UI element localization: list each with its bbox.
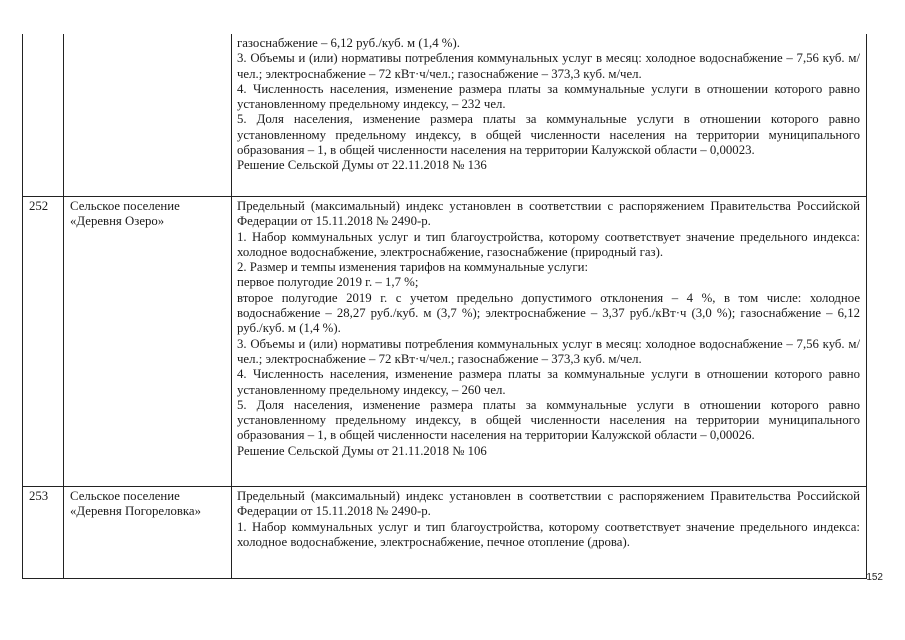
column-divider [63, 34, 64, 578]
paragraph: второе полугодие 2019 г. с учетом предельно допустимого отклонения – 4 %, в том числе: холодное водоснабжение – 28,27 руб./куб. м (3,7 %); электроснабжение – 3,37 руб./кВт·ч (3,0 %); газоснабжение – 6,12 руб./куб. м (1,4 %). [237, 290, 860, 336]
page-number: 152 [866, 572, 883, 583]
settlement-name-line: Сельское поселение [70, 489, 180, 503]
paragraph: 4. Численность населения, изменение размера платы за коммунальные услуги в отношении которого равно установленному предельному индексу, – 232 чел. [237, 81, 860, 112]
paragraph: 4. Численность населения, изменение размера платы за коммунальные услуги в отношении которого равно установленному предельному индексу, – 260 чел. [237, 367, 860, 397]
paragraph: 3. Объемы и (или) нормативы потребления коммунальных услуг в месяц: холодное водоснабжение – 7,56 куб. м/чел.; электроснабжение – 72 кВт·ч/чел.; газоснабжение – 373,3 куб. м/чел. [237, 336, 860, 366]
paragraph: Предельный (максимальный) индекс установлен в соответствии с распоряжением Правительства Российской Федерации от 15.11.2018 № 2490-р. [237, 199, 860, 229]
settlement-name-line: «Деревня Озеро» [70, 214, 165, 229]
settlement-name [70, 199, 230, 230]
paragraph: 5. Доля населения, изменение размера платы за коммунальные услуги в отношении которого равно установленному предельному индексу, в общей численности населения на территории муниципального образования – 1, в общей численности населения на территории Калужской области – 0,00023. [237, 112, 860, 158]
settlement-name-line: Сельское поселение [70, 199, 180, 213]
row-content [237, 199, 860, 459]
row-content [237, 489, 860, 550]
document-table [22, 34, 867, 579]
paragraph: 1. Набор коммунальных услуг и тип благоустройства, которому соответствует значение предельного индекса: холодное водоснабжение, электроснабжение, газоснабжение (природный газ). [237, 229, 860, 259]
paragraph: 1. Набор коммунальных услуг и тип благоустройства, которому соответствует значение предельного индекса: холодное водоснабжение, электроснабжение, печное отопление (дрова). [237, 519, 860, 549]
row-divider [23, 196, 866, 197]
paragraph: 3. Объемы и (или) нормативы потребления коммунальных услуг в месяц: холодное водоснабжение – 7,56 куб. м/чел.; электроснабжение – 72 кВт·ч/чел.; газоснабжение – 373,3 куб. м/чел. [237, 51, 860, 81]
paragraph: первое полугодие 2019 г. – 1,7 %; [237, 275, 419, 290]
row-number: 252 [29, 199, 49, 213]
settlement-name-line: «Деревня Погореловка» [70, 504, 201, 519]
column-divider [231, 34, 232, 578]
row-content [237, 36, 860, 174]
paragraph: 2. Размер и темпы изменения тарифов на коммунальные услуги: [237, 260, 589, 275]
decision-reference: Решение Сельской Думы от 22.11.2018 № 136 [237, 158, 487, 173]
decision-reference: Решение Сельской Думы от 21.11.2018 № 106 [237, 443, 487, 458]
paragraph: газоснабжение – 6,12 руб./куб. м (1,4 %). [237, 36, 460, 50]
settlement-name [70, 489, 230, 520]
paragraph: Предельный (максимальный) индекс установлен в соответствии с распоряжением Правительства Российской Федерации от 15.11.2018 № 2490-р. [237, 489, 860, 519]
paragraph: 5. Доля населения, изменение размера платы за коммунальные услуги в отношении которого равно установленному предельному индексу, в общей численности населения на территории муниципального образования – 1, в общей численности населения на территории Калужской области – 0,00026. [237, 397, 860, 443]
row-divider [23, 486, 866, 487]
row-number: 253 [29, 489, 49, 503]
